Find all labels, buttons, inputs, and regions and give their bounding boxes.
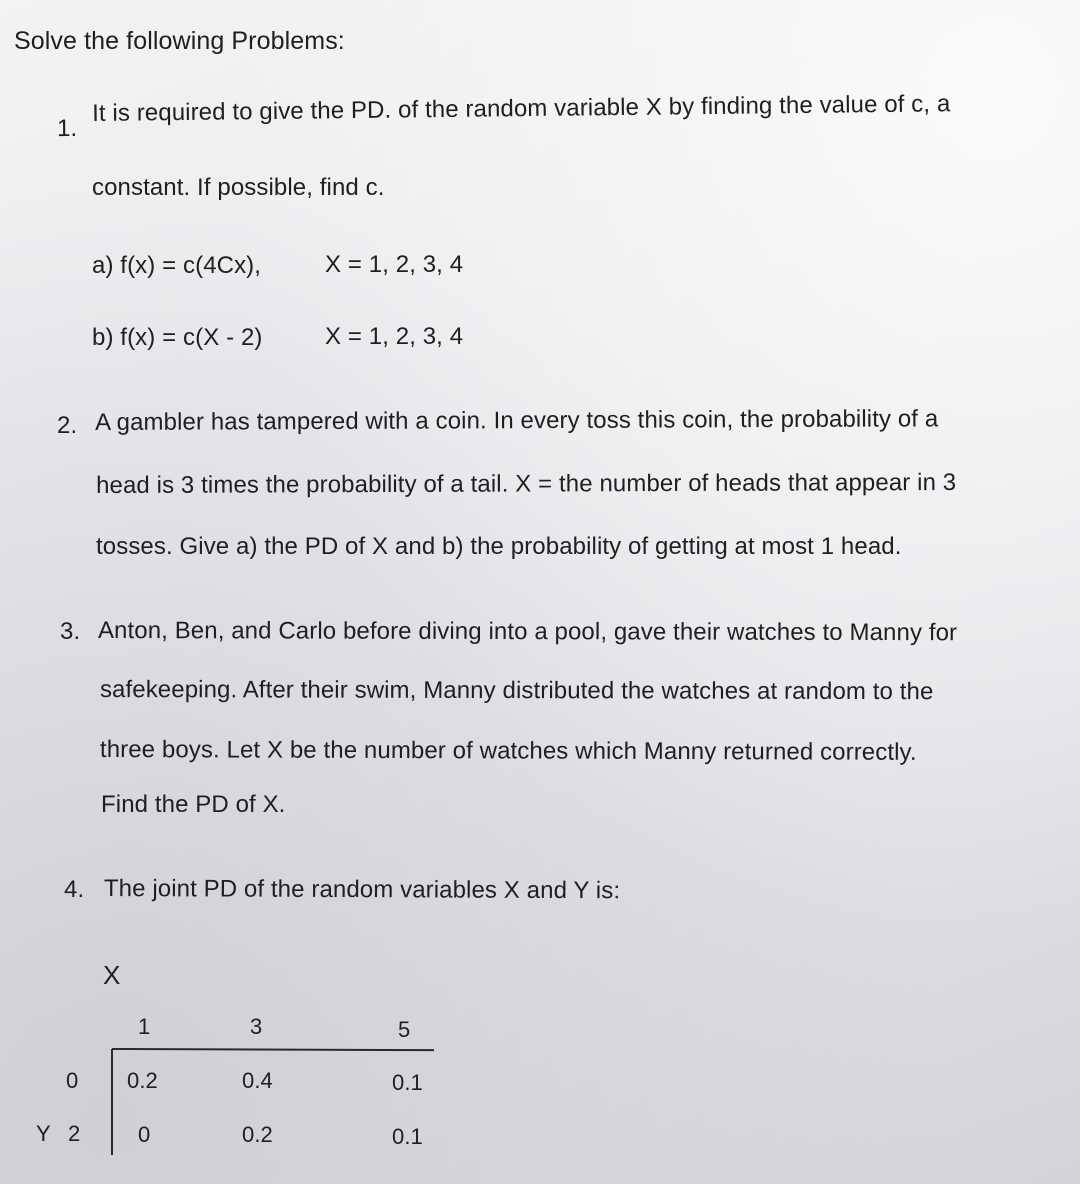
y-value-header: 2 bbox=[68, 1121, 81, 1146]
problem-line: tosses. Give a) the PD of X and b) the probability of getting at most 1 head. bbox=[96, 533, 902, 560]
page-title: Solve the following Problems: bbox=[14, 27, 345, 55]
table-cell: 0 bbox=[138, 1122, 151, 1147]
table-cell: 0.2 bbox=[127, 1068, 158, 1093]
problem-line: Find the PD of X. bbox=[101, 791, 286, 818]
problem-line: It is required to give the PD. of the random variable X by finding the value of c, a bbox=[92, 90, 951, 127]
problem-line: constant. If possible, find c. bbox=[92, 174, 385, 201]
problem-number: 3. bbox=[60, 618, 81, 645]
part-b-function: b) f(x) = c(X - 2) bbox=[92, 324, 263, 351]
table-cell: 0.1 bbox=[392, 1124, 423, 1149]
problem-number: 1. bbox=[56, 114, 78, 143]
x-value-header: 3 bbox=[250, 1014, 263, 1039]
y-value-header: 0 bbox=[66, 1068, 79, 1093]
problem-line: Anton, Ben, and Carlo before diving into a pool, gave their watches to Manny for bbox=[97, 617, 958, 647]
table-cell: 0.2 bbox=[242, 1122, 273, 1147]
part-a-domain: X = 1, 2, 3, 4 bbox=[325, 251, 464, 278]
table-cell: 0.1 bbox=[392, 1070, 423, 1095]
x-axis-label: X bbox=[103, 960, 121, 990]
table-header-rule bbox=[112, 1048, 434, 1051]
part-b-domain: X = 1, 2, 3, 4 bbox=[325, 323, 464, 350]
y-axis-label: Y bbox=[36, 1121, 51, 1146]
part-a-function: a) f(x) = c(4Cx), bbox=[92, 252, 262, 279]
problem-line: The joint PD of the random variables X and Y is: bbox=[103, 875, 621, 905]
problem-line: safekeeping. After their swim, Manny distributed the watches at random to the bbox=[99, 676, 934, 706]
table-cell: 0.4 bbox=[242, 1068, 273, 1093]
problem-number: 4. bbox=[64, 876, 85, 903]
problem-line: head is 3 times the probability of a tail. X = the number of heads that appear in 3 bbox=[96, 468, 957, 499]
problem-line: three boys. Let X be the number of watches which Manny returned correctly. bbox=[99, 736, 917, 766]
x-value-header: 1 bbox=[138, 1014, 151, 1039]
table-side-rule bbox=[111, 1049, 113, 1155]
x-value-header: 5 bbox=[398, 1017, 411, 1042]
problem-number: 2. bbox=[57, 412, 78, 439]
problem-line: A gambler has tampered with a coin. In every toss this coin, the probability of a bbox=[95, 405, 939, 436]
